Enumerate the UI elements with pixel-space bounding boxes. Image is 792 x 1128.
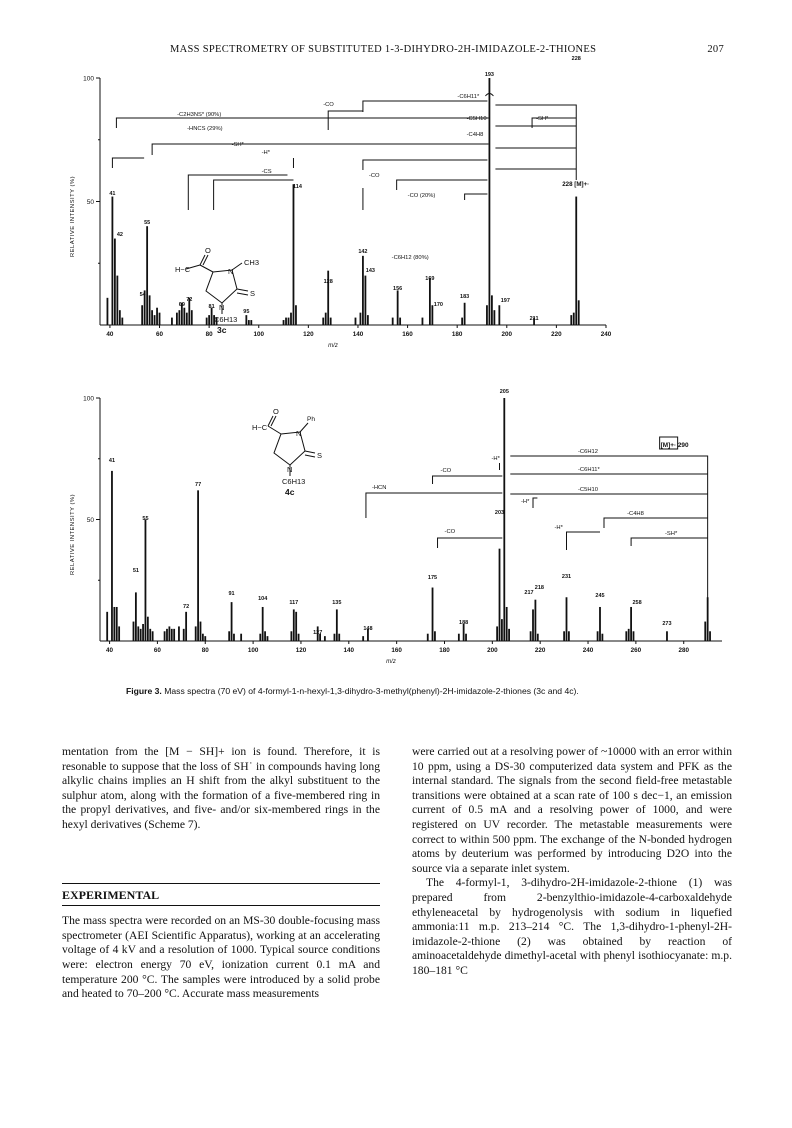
peak-label: 231 <box>561 574 572 580</box>
peak-label: 117 <box>289 600 299 606</box>
fragmentation-path <box>604 518 708 528</box>
struct-4c-n1: N <box>296 429 302 438</box>
peak-bar <box>151 310 153 325</box>
fragmentation-path <box>363 160 488 170</box>
peak-bar <box>176 313 178 325</box>
peak-bar <box>204 636 206 641</box>
x-tick-label: 220 <box>551 331 562 338</box>
paragraph-experimental-3: The 4-formyl-1, 3-dihydro-2H-imidazole-2-thione (1) was prepared from 2-benzylthio-imidazole-4-carboxaldehyde ethyleneacetal by hydrogenolysis with sodium in liquefied ammonia:11 m.p. 213–214 °C. The 1,3-dihydro-1-phenyl-2H-imidazole-2-thione (2) was obtained by reaction of aminoacetaldehyde dimethyl-acetal with phenyl isothiocyanate: m.p. 180–181 °C <box>412 876 732 977</box>
peak-bar <box>171 629 173 641</box>
struct-3c-c6h13: C6H13 <box>214 315 238 324</box>
peak-bar <box>563 631 565 641</box>
fragmentation-path <box>438 538 503 548</box>
peak-bar <box>392 318 394 325</box>
peak-bar <box>168 626 170 641</box>
peak-bar <box>197 490 199 641</box>
peak-bar <box>325 313 327 325</box>
peak-bar <box>116 276 118 325</box>
x-tick-label: 40 <box>106 331 114 338</box>
struct-3c-o: O <box>205 246 211 255</box>
peak-bar <box>461 318 463 325</box>
peak-bar <box>601 634 603 641</box>
peak-bar <box>501 619 503 641</box>
transition-label: -H* <box>261 150 270 156</box>
peak-bar <box>506 607 508 641</box>
x-tick-label: 80 <box>205 331 213 338</box>
peak-label: 135 <box>332 600 342 606</box>
y-tick-label: 100 <box>83 395 94 403</box>
peak-bar <box>489 78 491 325</box>
peak-label: 197 <box>500 298 510 304</box>
x-tick-label: 120 <box>303 331 314 338</box>
x-axis-label: m/z <box>386 659 396 665</box>
peak-label: 114 <box>293 184 302 190</box>
peak-label: 41 <box>109 191 116 197</box>
x-tick-label: 140 <box>343 647 355 654</box>
running-head <box>0 44 792 60</box>
paragraph-experimental-1: The mass spectra were recorded on an MS-30 double-focusing mass spectrometer (AEI Scientific Apparatus), working at an accelerating voltage of 4 kV and a resolution of 1000. Typical source conditions were: electron energy 70 eV, ionization current 0.1 mA and temperature 200 °C. The samples were introduced by a solid probe and heated to 70–200 °C. Accurate mass measurements <box>62 914 380 1001</box>
peak-label: 81 <box>208 304 215 310</box>
peak-bar <box>397 290 399 325</box>
peak-bar <box>245 315 247 325</box>
peak-bar <box>298 634 300 641</box>
fragmentation-path <box>363 101 488 112</box>
struct-4c-s: S <box>317 451 323 460</box>
peak-bar <box>362 636 364 641</box>
x-tick-label: 240 <box>582 647 594 654</box>
peak-label: 95 <box>243 309 250 315</box>
y-tick-label: 50 <box>86 517 94 524</box>
struct-4c-hc: H−C <box>252 423 268 432</box>
peak-bar <box>178 626 180 641</box>
peak-label: 217 <box>524 590 534 596</box>
fragmentation-path <box>433 476 503 484</box>
peak-bar <box>250 320 252 325</box>
peak-bar <box>709 631 711 641</box>
peak-bar <box>164 631 166 641</box>
peak-bar <box>262 607 264 641</box>
x-tick-label: 40 <box>106 647 114 654</box>
page-number: 207 <box>707 44 724 55</box>
struct-3c-hc: H−C <box>175 265 191 274</box>
fragmentation-path <box>465 194 488 200</box>
x-tick-label: 160 <box>391 647 402 654</box>
fragmentation-path <box>567 532 600 550</box>
y-axis-label: RELATIVE INTENSITY (%) <box>70 493 76 576</box>
peak-bar <box>355 318 357 325</box>
figure-label: Figure 3. <box>126 686 162 696</box>
peak-label: 72 <box>183 604 190 610</box>
peak-bar <box>570 315 572 325</box>
peak-bar <box>208 315 210 325</box>
peak-bar <box>233 634 235 641</box>
peak-bar <box>566 597 568 641</box>
peak-bar <box>458 634 460 641</box>
peak-bar <box>119 310 121 325</box>
x-tick-label: 200 <box>501 331 513 338</box>
peak-bar <box>142 624 144 641</box>
peak-bar <box>365 276 367 325</box>
peak-bar <box>149 629 151 641</box>
peak-bar <box>228 631 230 641</box>
peak-bar <box>530 631 532 641</box>
transition-label: -CO <box>323 102 334 108</box>
peak-bar <box>633 631 635 641</box>
struct-3c-s: S <box>250 289 256 298</box>
x-tick-label: 180 <box>451 331 463 338</box>
peak-bar <box>532 609 534 641</box>
paragraph-experimental-2: were carried out at a resolving power of ~10000 with an error within 10 ppm, using a DS-30 computerized data system and PFK as the internal standard. The signals from the second field-free metastable transitions were obtained at a scan rate of 100 s dec−1, an emission current of 0.5 mA and a resolving power of 1000, and were registered on UV recorder. The metastable measurements were correct to within 500 ppm. The exchange of the N-bonded hydrogen atoms by deuterium was performed by introducing D2O into the source via a separate inlet system. <box>412 745 732 875</box>
peak-bar <box>434 631 436 641</box>
peak-bar <box>114 239 116 325</box>
transition-label: -SH* <box>231 142 244 148</box>
peak-label: 41 <box>108 458 116 464</box>
peak-label: 156 <box>393 286 403 292</box>
peak-label: 169 <box>425 276 435 282</box>
molecular-ion-label: 228 [M]+· <box>562 181 590 188</box>
fragmentation-path <box>152 144 488 155</box>
struct-3c-n1: N <box>228 267 234 276</box>
peak-bar <box>149 295 151 325</box>
figure-caption-text: Mass spectra (70 eV) of 4-formyl-1-n-hexyl-1,3-dihydro-3-methyl(phenyl)-2H-imidazole-2-thiones (3c and 4c). <box>164 686 579 696</box>
struct-4c-ph: Ph <box>307 416 315 423</box>
peak-label: 258 <box>632 600 642 606</box>
peak-label: 183 <box>460 294 470 300</box>
transition-label: -C4H8 <box>466 132 484 138</box>
peak-label: 69 <box>178 302 185 308</box>
peak-bar <box>399 318 401 325</box>
peak-bar <box>338 634 340 641</box>
fragmentation-path <box>631 538 708 546</box>
peak-label: 273 <box>662 621 672 627</box>
transition-label: -C5H10 <box>466 116 487 122</box>
peak-label: 72 <box>186 297 193 303</box>
peak-bar <box>166 629 168 641</box>
peak-bar <box>486 305 488 325</box>
transition-label: -C6H11* <box>457 94 480 100</box>
peak-bar <box>334 634 336 641</box>
struct-3c-ch3: CH3 <box>244 258 260 267</box>
peak-bar <box>431 305 433 325</box>
x-tick-label: 240 <box>600 331 612 338</box>
molecular-ion-label: [M]+· 290 <box>660 442 689 449</box>
peak-bar <box>116 607 118 641</box>
peak-bar <box>324 636 326 641</box>
peak-bar <box>183 629 185 641</box>
running-title: MASS SPECTROMETRY OF SUBSTITUTED 1-3-DIHYDRO-2H-IMIDAZOLE-2-THIONES <box>170 44 597 55</box>
transition-label: -H* <box>491 456 500 462</box>
peak-label: 42 <box>116 232 123 238</box>
fragmentation-path <box>328 111 363 130</box>
x-tick-label: 180 <box>439 647 450 654</box>
peak-bar <box>106 612 108 641</box>
peak-bar <box>137 626 139 641</box>
peak-label: 142 <box>358 249 368 255</box>
transition-label: -C5H10 <box>577 487 598 493</box>
transition-label: -C4H8 <box>627 511 644 517</box>
peak-bar <box>200 622 202 641</box>
x-tick-label: 280 <box>678 647 689 654</box>
fragmentation-path <box>214 180 294 210</box>
transition-label: -HCN <box>371 485 387 491</box>
transition-label: -CO <box>444 529 456 535</box>
x-tick-label: 100 <box>253 331 265 338</box>
peak-bar <box>704 622 706 641</box>
x-tick-label: 260 <box>630 647 642 654</box>
transition-label: -CO <box>440 468 452 474</box>
peak-bar <box>135 592 137 641</box>
peak-bar <box>568 631 570 641</box>
peak-bar <box>118 626 120 641</box>
x-tick-label: 120 <box>295 647 307 654</box>
peak-bar <box>259 634 261 641</box>
x-tick-label: 160 <box>402 331 413 338</box>
transition-label: -C2H3NS* (90%) <box>177 112 222 118</box>
peak-bar <box>231 602 233 641</box>
peak-bar <box>432 588 434 641</box>
peak-bar <box>121 318 123 325</box>
peak-bar <box>159 313 161 325</box>
peak-bar <box>133 622 135 641</box>
peak-label: 77 <box>195 482 202 488</box>
peak-bar <box>295 612 297 641</box>
peak-bar <box>666 631 668 641</box>
transition-label: -CS <box>261 169 272 175</box>
peak-label: 170 <box>433 302 443 308</box>
peak-label: 218 <box>534 585 544 591</box>
y-tick-label: 50 <box>86 199 94 206</box>
structure-3c <box>186 255 248 314</box>
transition-label: -C6H12 <box>577 449 598 455</box>
peak-bar <box>264 631 266 641</box>
peak-bar <box>113 607 115 641</box>
peak-bar <box>290 631 292 641</box>
peak-label: 55 <box>142 516 149 522</box>
compound-label-3c: 3c <box>217 325 227 335</box>
peak-label: 175 <box>427 575 438 581</box>
peak-bar <box>293 184 295 325</box>
peak-label: 143 <box>365 268 375 274</box>
transition-label: -SH* <box>664 531 678 537</box>
peak-bar <box>240 634 242 641</box>
transition-label: -CO <box>368 173 380 179</box>
x-tick-label: 80 <box>201 647 209 654</box>
transition-label: -C6H11* <box>577 467 600 473</box>
peak-bar <box>202 634 204 641</box>
peak-bar <box>498 305 500 325</box>
peak-bar <box>628 629 630 641</box>
transition-label: -H* <box>554 525 563 531</box>
peak-bar <box>463 624 465 641</box>
peak-bar <box>493 310 495 325</box>
fragmentation-path <box>533 498 537 508</box>
peak-bar <box>362 256 364 325</box>
peak-bar <box>267 636 269 641</box>
body-column-left <box>62 745 380 1002</box>
peak-bar <box>599 607 601 641</box>
peak-bar <box>491 295 493 325</box>
peak-bar <box>508 629 510 641</box>
transition-label: -SH* <box>536 116 549 122</box>
peak-bar <box>422 318 424 325</box>
transition-label: -HNCS (29%) <box>187 126 223 132</box>
peak-bar <box>429 278 431 325</box>
peak-bar <box>112 197 114 325</box>
peak-bar <box>107 298 109 325</box>
peak-bar <box>152 631 154 641</box>
x-tick-label: 100 <box>247 647 259 654</box>
x-tick-label: 200 <box>487 647 498 654</box>
peak-label: 205 <box>499 389 509 395</box>
peak-bar <box>285 318 287 325</box>
x-tick-label: 60 <box>153 647 161 654</box>
peak-bar <box>211 308 213 325</box>
struct-4c-n2: N <box>287 465 293 474</box>
peak-bar <box>288 318 290 325</box>
transition-label: -C6H12 (80%) <box>391 255 429 261</box>
peak-bar <box>206 318 208 325</box>
peak-label: 128 <box>323 279 333 285</box>
peak-label: 228 <box>571 56 581 62</box>
peak-bar <box>573 313 575 325</box>
peak-bar <box>578 300 580 325</box>
peak-bar <box>464 303 466 325</box>
peak-bar <box>186 313 188 325</box>
peak-bar <box>367 315 369 325</box>
struct-4c-o: O <box>273 407 279 416</box>
peak-bar <box>248 320 250 325</box>
peak-label: 54 <box>139 292 146 298</box>
peak-bar <box>360 313 362 325</box>
fragmentation-path <box>116 118 488 128</box>
peak-bar <box>185 612 187 641</box>
peak-bar <box>630 607 632 641</box>
y-axis-label: RELATIVE INTENSITY (%) <box>70 175 76 258</box>
peak-label: 203 <box>494 510 505 516</box>
peak-label: 188 <box>459 620 469 626</box>
peak-bar <box>535 600 537 641</box>
peak-bar <box>178 310 180 325</box>
peak-bar <box>154 315 156 325</box>
peak-bar <box>171 318 173 325</box>
peak-bar <box>336 609 338 641</box>
peak-bar <box>156 308 158 325</box>
peak-bar <box>496 626 498 641</box>
peak-label: 51 <box>132 568 139 574</box>
peak-bar <box>322 318 324 325</box>
figure-caption <box>126 686 726 696</box>
peak-bar <box>295 305 297 325</box>
section-heading-experimental: EXPERIMENTAL <box>62 888 380 907</box>
fragmentation-path <box>112 158 144 168</box>
peak-bar <box>290 313 292 325</box>
peak-bar <box>597 631 599 641</box>
spectrum-3c <box>0 56 792 360</box>
x-tick-label: 220 <box>534 647 546 654</box>
peak-bar <box>499 549 501 641</box>
peak-label: 127 <box>313 630 323 636</box>
peak-bar <box>330 318 332 325</box>
peak-bar <box>283 320 285 325</box>
peak-bar <box>195 626 197 641</box>
peak-label: 245 <box>595 593 605 599</box>
peak-bar <box>173 629 175 641</box>
x-tick-label: 140 <box>352 331 364 338</box>
peak-bar <box>575 197 577 325</box>
x-tick-label: 60 <box>156 331 164 338</box>
peak-bar <box>183 308 185 325</box>
peak-bar <box>147 617 149 641</box>
peak-bar <box>111 471 113 641</box>
transition-label: -H* <box>521 499 530 505</box>
peak-bar <box>141 305 143 325</box>
peak-bar <box>140 629 142 641</box>
peak-bar <box>427 634 429 641</box>
x-axis-label: m/z <box>328 343 338 349</box>
struct-4c-c6h13: C6H13 <box>282 477 306 486</box>
peak-bar <box>503 398 505 641</box>
peak-bar <box>465 634 467 641</box>
peak-bar <box>145 520 147 642</box>
peak-label: 211 <box>529 316 539 322</box>
compound-label-4c: 4c <box>285 487 295 497</box>
fragmentation-path <box>366 493 505 518</box>
peak-label: 91 <box>228 591 235 597</box>
peak-bar <box>625 631 627 641</box>
peak-bar <box>191 310 193 325</box>
spectrum-4c <box>0 378 792 688</box>
transition-label: -CO (20%) <box>407 193 436 199</box>
peak-label: 55 <box>144 220 151 226</box>
peak-label: 104 <box>258 596 268 602</box>
peak-label: 148 <box>363 626 373 632</box>
peak-bar <box>293 609 295 641</box>
peak-bar <box>537 634 539 641</box>
struct-3c-n2: N <box>219 303 225 312</box>
y-tick-label: 100 <box>83 75 94 83</box>
fragmentation-path <box>397 180 488 190</box>
body-column-right <box>412 745 732 979</box>
peak-bar <box>146 226 148 325</box>
peak-label: 193 <box>484 72 495 78</box>
paragraph-discussion-end: mentation from the [M − SH]+ ion is found. Therefore, it is resonable to suppose that the loss of SH˙ in compounds having long alkylic chains implies an H shift from the alkyl substituent to the sulphur atom, along with the formation of a five-membered ring in the propyl derivatives, and five- and/or six-membered rings in the hexyl derivatives (Scheme 7). <box>62 745 380 831</box>
